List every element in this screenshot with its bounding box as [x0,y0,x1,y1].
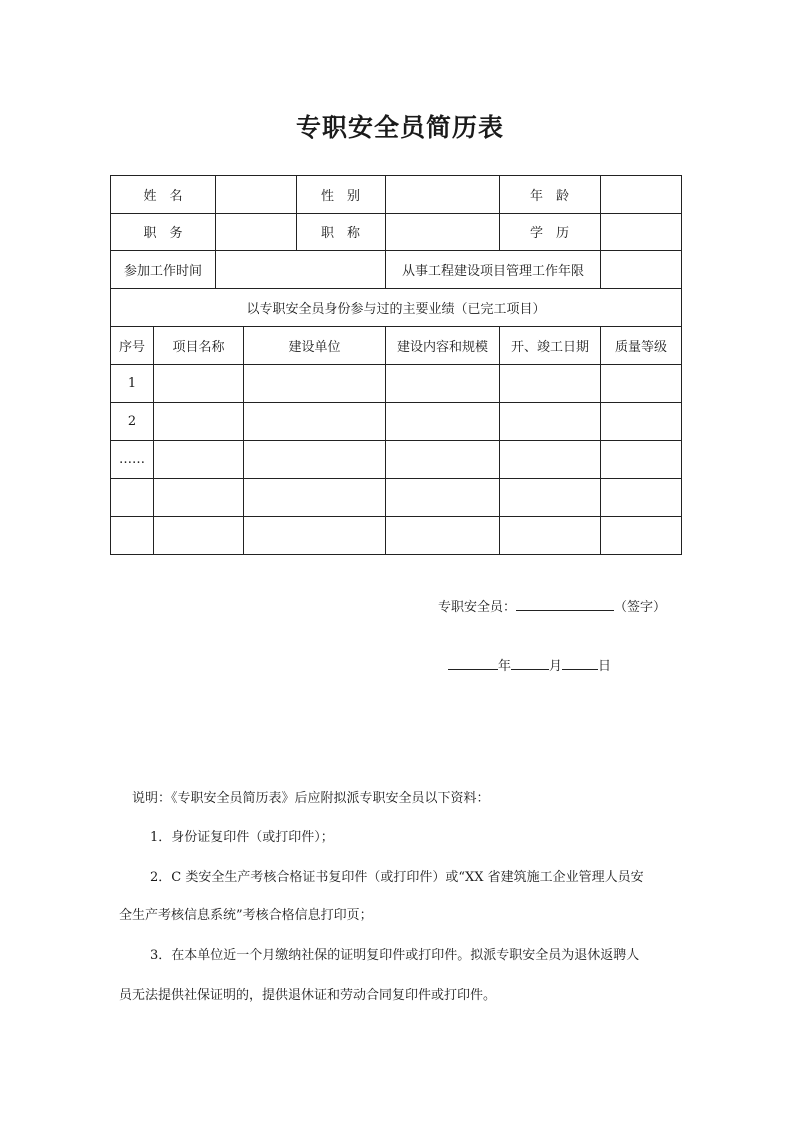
signature-line [438,596,666,615]
row-index [111,516,153,554]
signature-suffix: （签字） [614,600,667,615]
name-field[interactable] [216,176,296,213]
notes-item-3-cont: 员无法提供社保证明的，提供退休证和劳动合同复印件或打印件。 [119,988,497,1003]
row-index: 1 [127,375,137,391]
col-header-index: 序号 [118,339,145,355]
row-divider [111,516,681,517]
col-header-dates: 开、竣工日期 [510,339,589,355]
row-index: …… [119,451,145,467]
resume-form-table [110,175,682,555]
col-header-project-name: 项目名称 [172,339,225,355]
gender-field[interactable] [386,176,499,213]
education-field[interactable] [601,213,681,250]
date-month-label: 月 [549,659,563,674]
section-header: 以专职安全员身份参与过的主要业绩（已完工项目） [246,301,546,317]
position-label: 职 务 [143,226,183,241]
col-header-quality: 质量等级 [614,339,667,355]
date-line [448,655,611,674]
row-divider [111,364,681,365]
col-header-scope: 建设内容和规模 [396,339,488,355]
date-day-label: 日 [598,659,612,674]
notes-item-3: 3．在本单位近一个月缴纳社保的证明复印件或打印件。拟派专职安全员为退休返聘人 [150,948,640,963]
work-start-field[interactable] [216,250,385,288]
title-label: 职 称 [320,226,360,241]
position-field[interactable] [216,213,296,250]
management-years-field[interactable] [601,250,681,288]
row-index: 2 [127,413,137,429]
notes-intro: 说明：《专职安全员简历表》后应附拟派专职安全员以下资料： [132,791,490,806]
gender-label: 性 别 [320,189,360,204]
title-field[interactable] [386,213,499,250]
row-index [111,478,153,516]
management-years-label: 从事工程建设项目管理工作年限 [401,263,584,279]
date-month-field[interactable] [511,657,549,670]
age-label: 年 龄 [529,189,569,204]
page-title: 专职安全员简历表 [295,113,504,142]
work-start-label: 参加工作时间 [123,263,202,279]
date-year-label: 年 [498,659,512,674]
row-divider [111,440,681,441]
signature-field[interactable] [516,598,614,611]
notes-item-1: 1．身份证复印件（或打印件）； [150,830,334,845]
date-day-field[interactable] [562,657,598,670]
signature-label: 专职安全员： [438,600,517,615]
row-divider [111,402,681,403]
education-label: 学 历 [529,226,569,241]
notes-item-2: 2．C 类安全生产考核合格证书复印件（或打印件）或“XX 省建筑施工企业管理人员安 [150,870,644,885]
name-label: 姓 名 [143,189,183,204]
row-divider [111,478,681,479]
notes-item-2-cont: 全生产考核信息系统”考核合格信息打印页； [119,908,373,923]
age-field[interactable] [601,176,681,213]
col-header-owner: 建设单位 [288,339,341,355]
date-year-field[interactable] [448,657,498,670]
